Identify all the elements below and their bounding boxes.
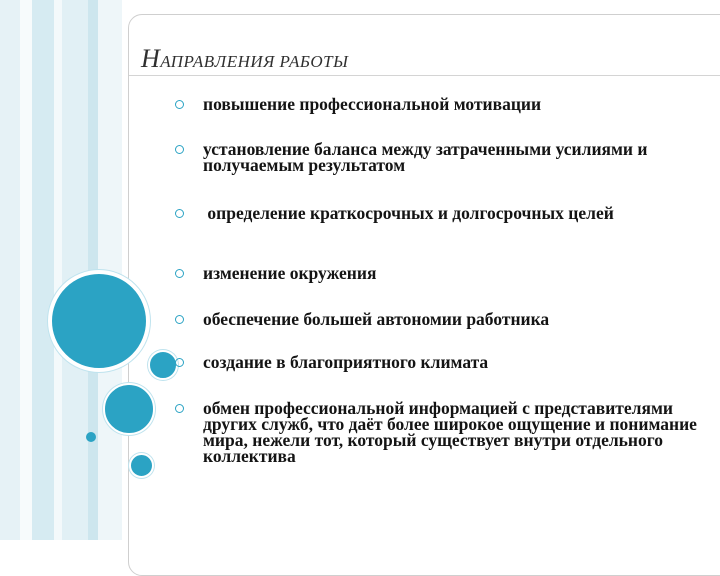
- bullet-icon: [175, 100, 184, 109]
- bullet-icon: [175, 209, 184, 218]
- list-item-text: обмен профессиональной информацией с представителями других служб, что даёт более широкое ощущение и понимание мира, нежели тот, который существует внутри отдельного коллектива: [203, 398, 697, 466]
- stripe: [20, 0, 32, 540]
- bullet-icon: [175, 315, 184, 324]
- stripe: [0, 0, 20, 540]
- decorative-circle-medium: [103, 383, 155, 435]
- bullet-icon: [175, 145, 184, 154]
- list-item-text: определение краткосрочных и долгосрочных целей: [203, 203, 614, 223]
- decorative-circle-small: [148, 350, 178, 380]
- stripe: [32, 0, 54, 540]
- bullet-icon: [175, 269, 184, 278]
- stripe: [62, 0, 88, 540]
- decorative-dot: [86, 432, 96, 442]
- decorative-circle-large: [48, 270, 150, 372]
- stripe: [54, 0, 62, 540]
- list-item-text: изменение окружения: [203, 263, 377, 283]
- list-item-text: создание в благоприятного климата: [203, 352, 489, 372]
- decorative-circle-small: [129, 453, 154, 478]
- bullet-icon: [175, 358, 184, 367]
- title-divider: [129, 75, 720, 76]
- bullet-icon: [175, 404, 184, 413]
- title-rest: АПРАВЛЕНИЯ РАБОТЫ: [160, 52, 349, 71]
- list-item-text: обеспечение большей автономии работника: [203, 309, 550, 329]
- slide-title: [141, 44, 348, 74]
- list-item-text: повышение профессиональной мотивации: [203, 94, 542, 114]
- title-first-letter: Н: [141, 44, 161, 73]
- list-item-text: установление баланса между затраченными усилиями и получаемым результатом: [203, 139, 648, 175]
